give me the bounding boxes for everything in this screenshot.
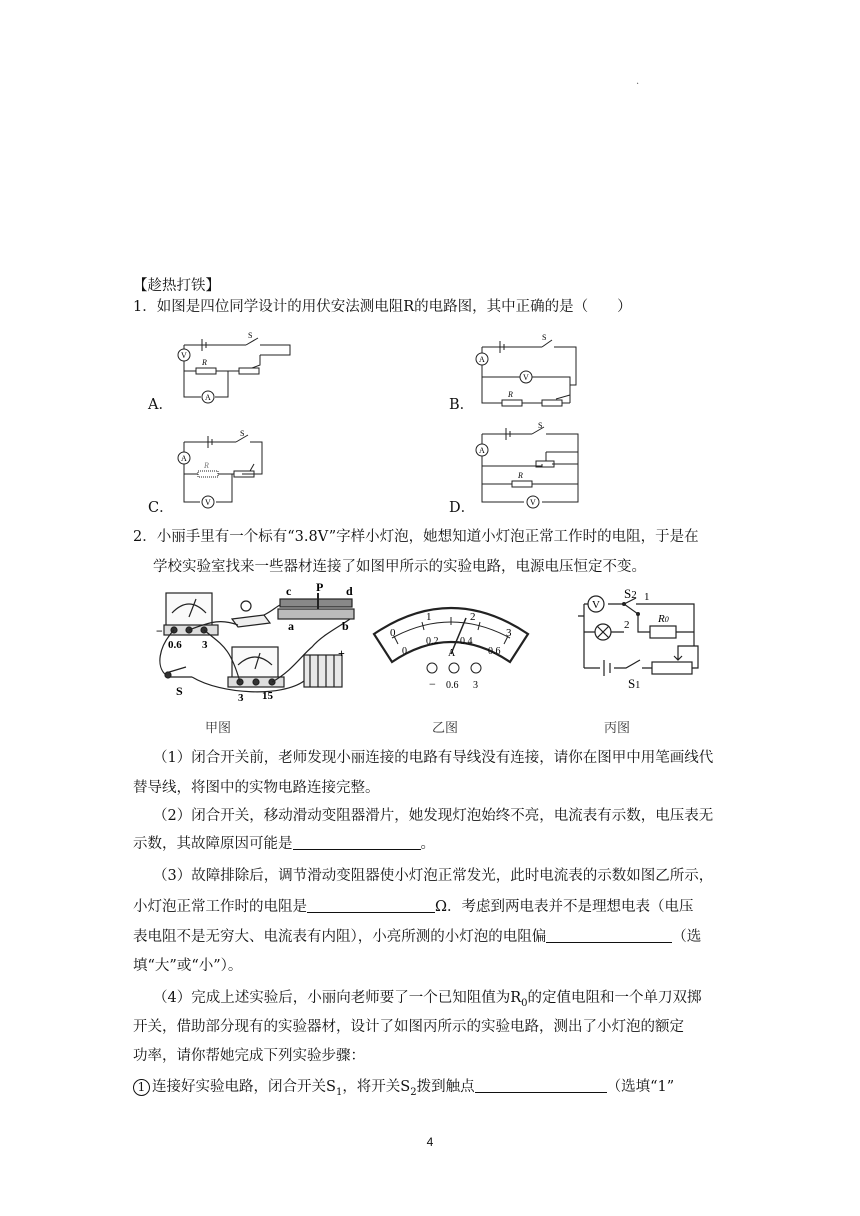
figure-bing-circuit — [574, 588, 704, 698]
fig1-label-15: 15 — [262, 690, 273, 702]
fig1-label-3: 3 — [202, 639, 208, 651]
circuit-d-r-label: R — [518, 471, 523, 480]
option-c-label: C． — [148, 500, 174, 516]
page-number: 4 — [426, 1135, 434, 1149]
dial-unit-a: A — [448, 648, 456, 659]
p2-line1: （2）闭合开关，移动滑动变阻器滑片，她发现灯泡始终不亮，电流表有示数，电压表无 — [153, 808, 714, 824]
circuit-b-v-label: V — [523, 373, 529, 382]
fig1-label-3b: 3 — [238, 692, 244, 704]
dial-bottom-04: 0.4 — [460, 636, 473, 647]
step1-line — [133, 1077, 674, 1103]
fig3-r0-label: R0 — [658, 613, 669, 625]
dial-bottom-02: 0.2 — [426, 636, 439, 647]
p3-line3-rest: （选 — [672, 929, 702, 945]
dial-term-minus: − — [429, 677, 436, 691]
circuit-d-s-label: S — [538, 421, 543, 430]
contact-answer-blank[interactable] — [475, 1078, 607, 1093]
circuit-d-a-label: A — [479, 446, 485, 455]
p2-line2 — [133, 834, 435, 854]
dial-bottom-06: 0.6 — [488, 646, 501, 657]
figure-yi-dial — [370, 592, 532, 707]
p1-line2: 替导线，将图中的实物电路连接完整。 — [133, 780, 380, 796]
circuit-a-a-label: A — [205, 393, 211, 402]
p1-line1: （1）闭合开关前，老师发现小丽连接的电路有导线没有连接，请你在图甲中用笔画线代 — [153, 750, 714, 766]
caption-yi: 乙图 — [432, 721, 459, 736]
option-b-label: B． — [449, 397, 475, 413]
p4-line3: 功率，请你帮她完成下列实验步骤： — [133, 1048, 365, 1064]
fig1-label-a: a — [288, 619, 294, 633]
step1-number: 1 — [133, 1079, 150, 1096]
circuit-c-r-label: R — [204, 461, 209, 470]
p2-line2-text: 示数，其故障原因可能是 — [133, 836, 293, 852]
fig3-contact-1: 1 — [644, 591, 650, 603]
dial-top-1: 1 — [426, 611, 432, 623]
circuit-c-v-label: V — [205, 498, 211, 507]
fig1-label-minus: − — [156, 624, 163, 638]
step1-text-d: （选填“1” — [606, 1079, 675, 1095]
figure-jia-apparatus — [152, 580, 362, 710]
p3-line4: 填“大”或“小”）。 — [133, 958, 243, 974]
fig1-label-d: d — [346, 584, 353, 598]
fig3-v-label: V — [592, 599, 600, 611]
fig1-label-06: 0.6 — [168, 639, 182, 651]
fault-answer-blank[interactable] — [293, 835, 421, 850]
circuit-b — [472, 333, 582, 408]
circuit-a-v-label: V — [181, 351, 187, 360]
p4-line2: 开关，借助部分现有的实验器材，设计了如图丙所示的实验电路，测出了小灯泡的额定 — [133, 1019, 684, 1035]
circuit-c — [172, 428, 292, 508]
p4-line1-text: （4）完成上述实验后，小丽向老师要了一个已知阻值为R — [153, 990, 522, 1006]
p3-line2-text: 小灯泡正常工作时的电阻是 — [133, 899, 307, 915]
option-a-label: A． — [148, 397, 173, 413]
circuit-b-s-label: S — [542, 333, 547, 342]
p3-line1: （3）故障排除后，调节滑动变阻器使小灯泡正常发光，此时电流表的示数如图乙所示， — [153, 868, 714, 884]
p4-line1-rest: 的定值电阻和一个单刀双掷 — [527, 990, 702, 1006]
circuit-c-s-label: S — [240, 429, 245, 438]
circuit-a-r-label: R — [202, 358, 207, 367]
circuit-d — [472, 421, 584, 510]
p3-line3-text: 表电阻不是无穷大、电流表有内阻），小亮所测的小灯泡的电阻偏 — [133, 929, 547, 945]
p2-end: 。 — [420, 836, 435, 852]
step1-sub-2: 2 — [410, 1086, 417, 1098]
fig3-contact-2: 2 — [624, 619, 630, 631]
p3-line3 — [133, 927, 701, 947]
fig3-s1-label: S1 — [628, 676, 641, 691]
dial-bottom-0: 0 — [402, 646, 407, 657]
circuit-b-r-label: R — [508, 390, 513, 399]
dial-top-0: 0 — [390, 627, 396, 639]
p3-line2-rest: Ω．考虑到两电表并不是理想电表（电压 — [435, 899, 694, 915]
q1-stem: 1．如图是四位同学设计的用伏安法测电阻R的电路图，其中正确的是（ ） — [133, 299, 632, 315]
p3-line2 — [133, 897, 694, 917]
caption-jia: 甲图 — [205, 721, 232, 736]
dial-term-06: 0.6 — [446, 680, 459, 691]
dial-term-3: 3 — [473, 680, 478, 691]
dial-top-3: 3 — [506, 627, 512, 639]
q2-stem-line1: 2．小丽手里有一个标有“3.8V”字样小灯泡，她想知道小灯泡正常工作时的电阻，于是在 — [133, 529, 699, 545]
step1-text-a: 连接好实验电路，闭合开关S — [152, 1079, 336, 1095]
fig3-s2-label: S2 — [624, 586, 637, 601]
dial-top-2: 2 — [470, 611, 476, 623]
q2-stem-line2: 学校实验室找来一些器材连接了如图甲所示的实验电路，电源电压恒定不变。 — [153, 559, 646, 575]
p4-line1-sub: 0 — [521, 997, 528, 1009]
fig1-label-c: c — [286, 584, 292, 598]
resistance-answer-blank[interactable] — [307, 898, 435, 913]
step1-text-b: ，将开关S — [342, 1079, 411, 1095]
fig1-label-plus: + — [338, 646, 345, 660]
step1-text-c: 拨到触点 — [416, 1079, 475, 1095]
scan-mark: . — [636, 76, 640, 87]
fig1-label-p: P — [316, 580, 324, 594]
step1-sub-1: 1 — [335, 1086, 343, 1098]
bias-answer-blank[interactable] — [546, 928, 672, 943]
fig1-label-b: b — [342, 619, 349, 633]
circuit-a — [170, 333, 295, 408]
circuit-a-s-label: S — [248, 331, 253, 340]
caption-bing: 丙图 — [604, 721, 631, 736]
circuit-c-a-label: A — [181, 454, 187, 463]
circuit-b-a-label: A — [479, 355, 485, 364]
section-heading: 【趁热打铁】 — [133, 278, 220, 294]
option-d-label: D． — [449, 500, 476, 516]
circuit-d-v-label: V — [530, 498, 536, 507]
fig1-label-s: S — [176, 684, 183, 698]
p4-line1 — [153, 988, 702, 1014]
